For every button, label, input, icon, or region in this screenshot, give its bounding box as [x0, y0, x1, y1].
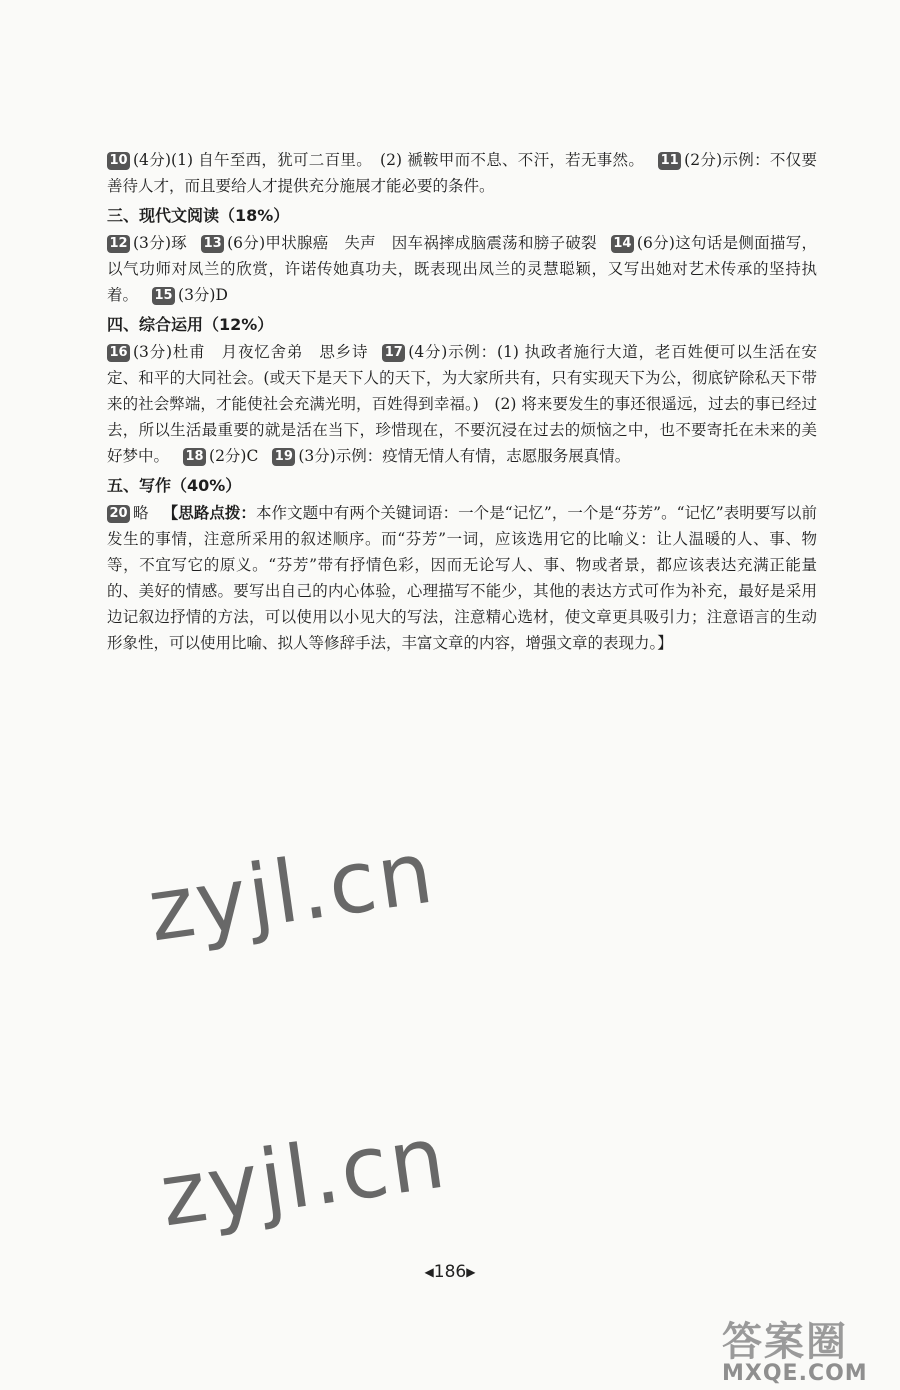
answer-text: (2分)C: [209, 447, 259, 465]
answer-text: (6分)甲状腺癌 失声 因车祸摔成脑震荡和膀子破裂: [227, 234, 597, 252]
question-number-badge: 18: [183, 448, 206, 466]
question-number-badge: 16: [107, 344, 130, 362]
answer-text: (3分)示例：疫情无情人有情，志愿服务展真情。: [298, 447, 631, 465]
answer-text: (3分)杜甫 月夜忆舍弟 思乡诗: [133, 343, 369, 361]
question-number-badge: 11: [658, 152, 681, 170]
answer-text: (3分)琢: [133, 234, 188, 252]
answer-text: (3分)D: [178, 286, 228, 304]
watermark-text: zyjl.cn: [154, 1107, 453, 1247]
question-number-badge: 14: [611, 235, 634, 253]
answer-text: (4分)(1) 自午至西，犹可二百里。 (2) 褫鞍甲而不息、不汗，若无事然。: [133, 151, 645, 169]
right-triangle-icon: ▶: [466, 1265, 476, 1279]
section-heading: 三、现代文阅读（18%）: [107, 206, 290, 225]
stamp-domain-text: MXQE.COM: [722, 1361, 868, 1386]
answer-block-20: [107, 500, 817, 656]
question-number-badge: 10: [107, 152, 130, 170]
question-number-badge: 20: [107, 505, 130, 523]
stamp-logo-text: 答案圈: [722, 1319, 848, 1365]
hint-label: 【思路点拨：: [162, 503, 256, 522]
hint-text: 本作文题中有两个关键词语：一个是“记忆”，一个是“芬芳”。“记忆”表明要写以前发生的事情，注意所采用的叙述顺序。而“芬芳”一词，应该选用它的比喻义：让人温暖的人、事、物等，不宜写它的原义。“芬芳”带有抒情色彩，因而无论写人、事、物或者景，都应该表达充满正能量的、美好的情感。要写出自己的内心体验，心理描写不能少，其他的表达方式可作为补充，最好是采用边记叙边抒情的方法，可以使用以小见大的写法，注意精心选材，使文章更具吸引力；注意语言的生动形象性，可以使用比喻、拟人等修辞手法，丰富文章的内容，增强文章的表现力。】: [107, 504, 817, 652]
answer-block-10-11: [107, 147, 817, 199]
answer-text: 略: [133, 504, 149, 522]
left-triangle-icon: ◀: [424, 1265, 434, 1279]
page-number: [0, 1262, 900, 1282]
section-heading: 四、综合运用（12%）: [107, 315, 274, 334]
question-number-badge: 17: [382, 344, 405, 362]
answer-text: (4分)示例：(1) 执政者施行大道，老百姓便可以生活在安定、和平的大同社会。(或天下是天下人的天下，为大家所共有，只有实现天下为公，彻底铲除私天下带来的社会弊端，才能使社会充满光明，百姓得到幸福。) (2) 将来要发生的事还很遥远，过去的事已经过去，所以生活最重要的就是活在当下，珍惜现在，不要沉浸在过去的烦恼之中，也不要寄托在未来的美好梦中。: [107, 343, 817, 465]
question-number-badge: 15: [152, 287, 175, 305]
question-number-badge: 12: [107, 235, 130, 253]
site-stamp: [722, 1310, 892, 1386]
answer-block-16-19: [107, 339, 817, 469]
answer-content: [107, 147, 817, 656]
section-heading: 五、写作（40%）: [107, 476, 242, 495]
watermark-text: zyjl.cn: [142, 822, 441, 962]
question-number-badge: 19: [272, 448, 295, 466]
answer-text: (2分)示例：不仅要善待人才，而且要给人才提供充分施展才能必要的条件。: [107, 151, 817, 195]
page-number-value: 186: [433, 1262, 467, 1282]
answer-block-12-15: [107, 230, 817, 308]
answer-text: (6分)这句话是侧面描写，以气功师对凤兰的欣赏，许诺传她真功夫，既表现出凤兰的灵慧聪颖，又写出她对艺术传承的坚持执着。: [107, 234, 817, 304]
question-number-badge: 13: [201, 235, 224, 253]
